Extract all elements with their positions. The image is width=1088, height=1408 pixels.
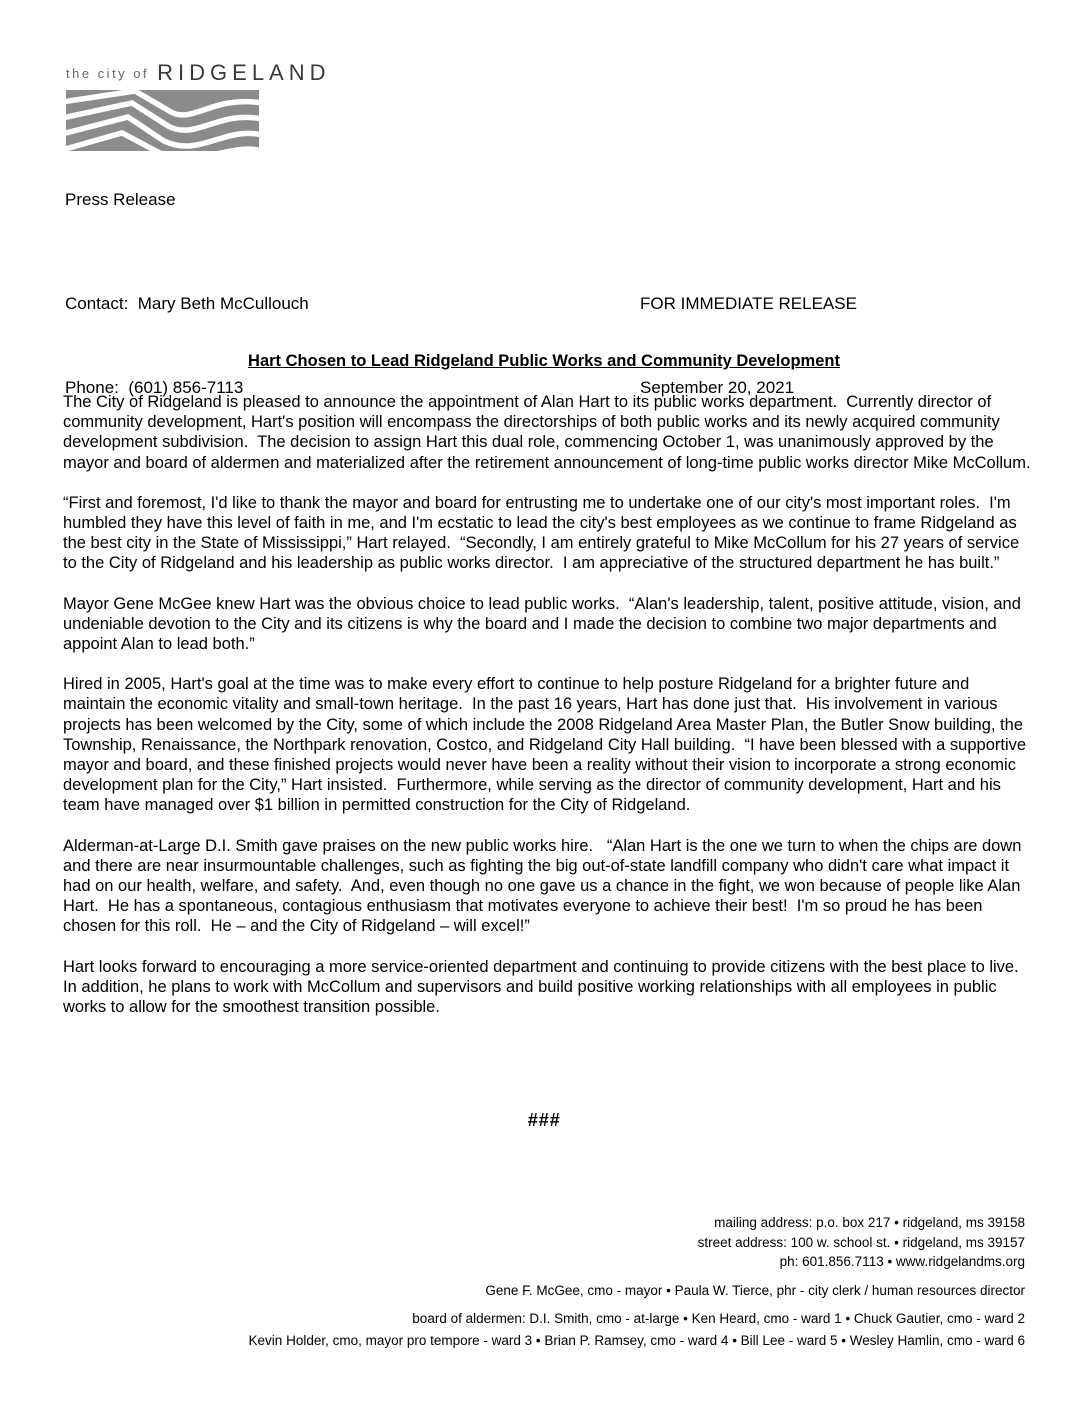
- press-release-label: Press Release: [65, 190, 176, 209]
- contact-line: Contact: Mary Beth McCullouch: [65, 294, 309, 313]
- release-date: September 20, 2021: [640, 378, 795, 397]
- logo-wordmark: [66, 60, 331, 86]
- phone-website: ph: 601.856.7113 • www.ridgelandms.org: [779, 1254, 1025, 1269]
- logo-tagline: the city of: [66, 66, 150, 81]
- paragraph-1: The City of Ridgeland is pleased to announce the appointment of Alan Hart to its public works department. Currently director of community development, Hart's position will encompass the directorships of both public works and its newly acquired community development subdivision. The decision to assign Hart this dual role, commencing October 1, was unanimously approved by the mayor and board of aldermen and materialized after the retirement announcement of long-time public works director Mike McCollum.: [63, 393, 1031, 472]
- street-address: street address: 100 w. school st. • ridgeland, ms 39157: [697, 1234, 1025, 1250]
- paragraph-2: “First and foremost, I'd like to thank the mayor and board for entrusting me to undertake one of our city's most important roles. I'm humbled they have this level of faith in me, and I'm ecstatic to lead the city's best employees as we continue to frame Ridgeland as the best city in the State of Mississippi,” Hart relayed. “Secondly, I am entirely grateful to Mike McCollum for his 27 years of service to the City of Ridgeland and his leadership as public works director. I am appreciative of the structured department he has built.”: [63, 493, 1024, 573]
- mailing-address: mailing address: p.o. box 217 • ridgeland, ms 39158: [714, 1215, 1025, 1230]
- phone-line: Phone: (601) 856-7113: [65, 378, 244, 397]
- logo-waves-icon: [66, 90, 259, 151]
- paragraph-6: Hart looks forward to encouraging a more service-oriented department and continuing to provide citizens with the best place to live. In addition, he plans to work with McCollum and supervisors and build positive working relationships with all employees in public works to allow for the smoothest transition possible.: [63, 957, 1028, 1017]
- body-copy: [63, 392, 1031, 1037]
- footer-officials: Gene F. McGee, cmo - mayor • Paula W. Tierce, phr - city clerk / human resources director: [485, 1283, 1025, 1298]
- footer-aldermen-block: [249, 1308, 1025, 1352]
- paragraph-3: Mayor Gene McGee knew Hart was the obvious choice to lead public works. “Alan's leadership, talent, positive attitude, vision, and undeniable devotion to the City and its citizens is why the board and I made the decision to combine two major departments and appoint Alan to lead both.”: [63, 594, 1026, 654]
- end-mark: ###: [527, 1110, 561, 1130]
- for-immediate-release: FOR IMMEDIATE RELEASE: [640, 294, 857, 313]
- footer-address-block: [698, 1213, 1025, 1272]
- logo-city-name: RIDGELAND: [157, 60, 331, 85]
- paragraph-4: Hired in 2005, Hart's goal at the time was to make every effort to continue to help posture Ridgeland for a brighter future and maintain the economic vitality and small-town heritage. In the past 16 years, Hart has done just that. His involvement in various projects has been welcomed by the City, some of which include the 2008 Ridgeland Area Master Plan, the Butler Snow building, the Township, Renaissance, the Northpark renovation, Costco, and Ridgeland City Hall building. “I have been blessed with a supportive mayor and board, and these finished projects would never have been a reality without their vision to incorporate a strong economic development plan for the City,” Hart insisted. Furthermore, while serving as the director of community development, Hart and his team have managed over $1 billion in permitted construction for the City of Ridgeland.: [63, 675, 1031, 815]
- city-logo: [66, 60, 331, 151]
- aldermen-line-2: Kevin Holder, cmo, mayor pro tempore - ward 3 • Brian P. Ramsey, cmo - ward 4 • Bill Lee - ward 5 • Wesley Hamlin, cmo - ward 6: [248, 1333, 1025, 1348]
- aldermen-line-1: board of aldermen: D.I. Smith, cmo - at-large • Ken Heard, cmo - ward 1 • Chuck Gautier, cmo - ward 2: [412, 1311, 1025, 1326]
- paragraph-5: Alderman-at-Large D.I. Smith gave praises on the new public works hire. “Alan Hart is the one we turn to when the chips are down and there are near insurmountable challenges, such as fighting the big out-of-state landfill company who didn't care what impact it had on our health, welfare, and safety. And, even though no one gave us a chance in the fight, we won because of people like Alan Hart. He has a spontaneous, contagious enthusiasm that motivates everyone to achieve their best! I'm so proud he has been chosen for this roll. He – and the City of Ridgeland – will excel!”: [63, 836, 1026, 936]
- headline: Hart Chosen to Lead Ridgeland Public Works and Community Development: [248, 352, 840, 370]
